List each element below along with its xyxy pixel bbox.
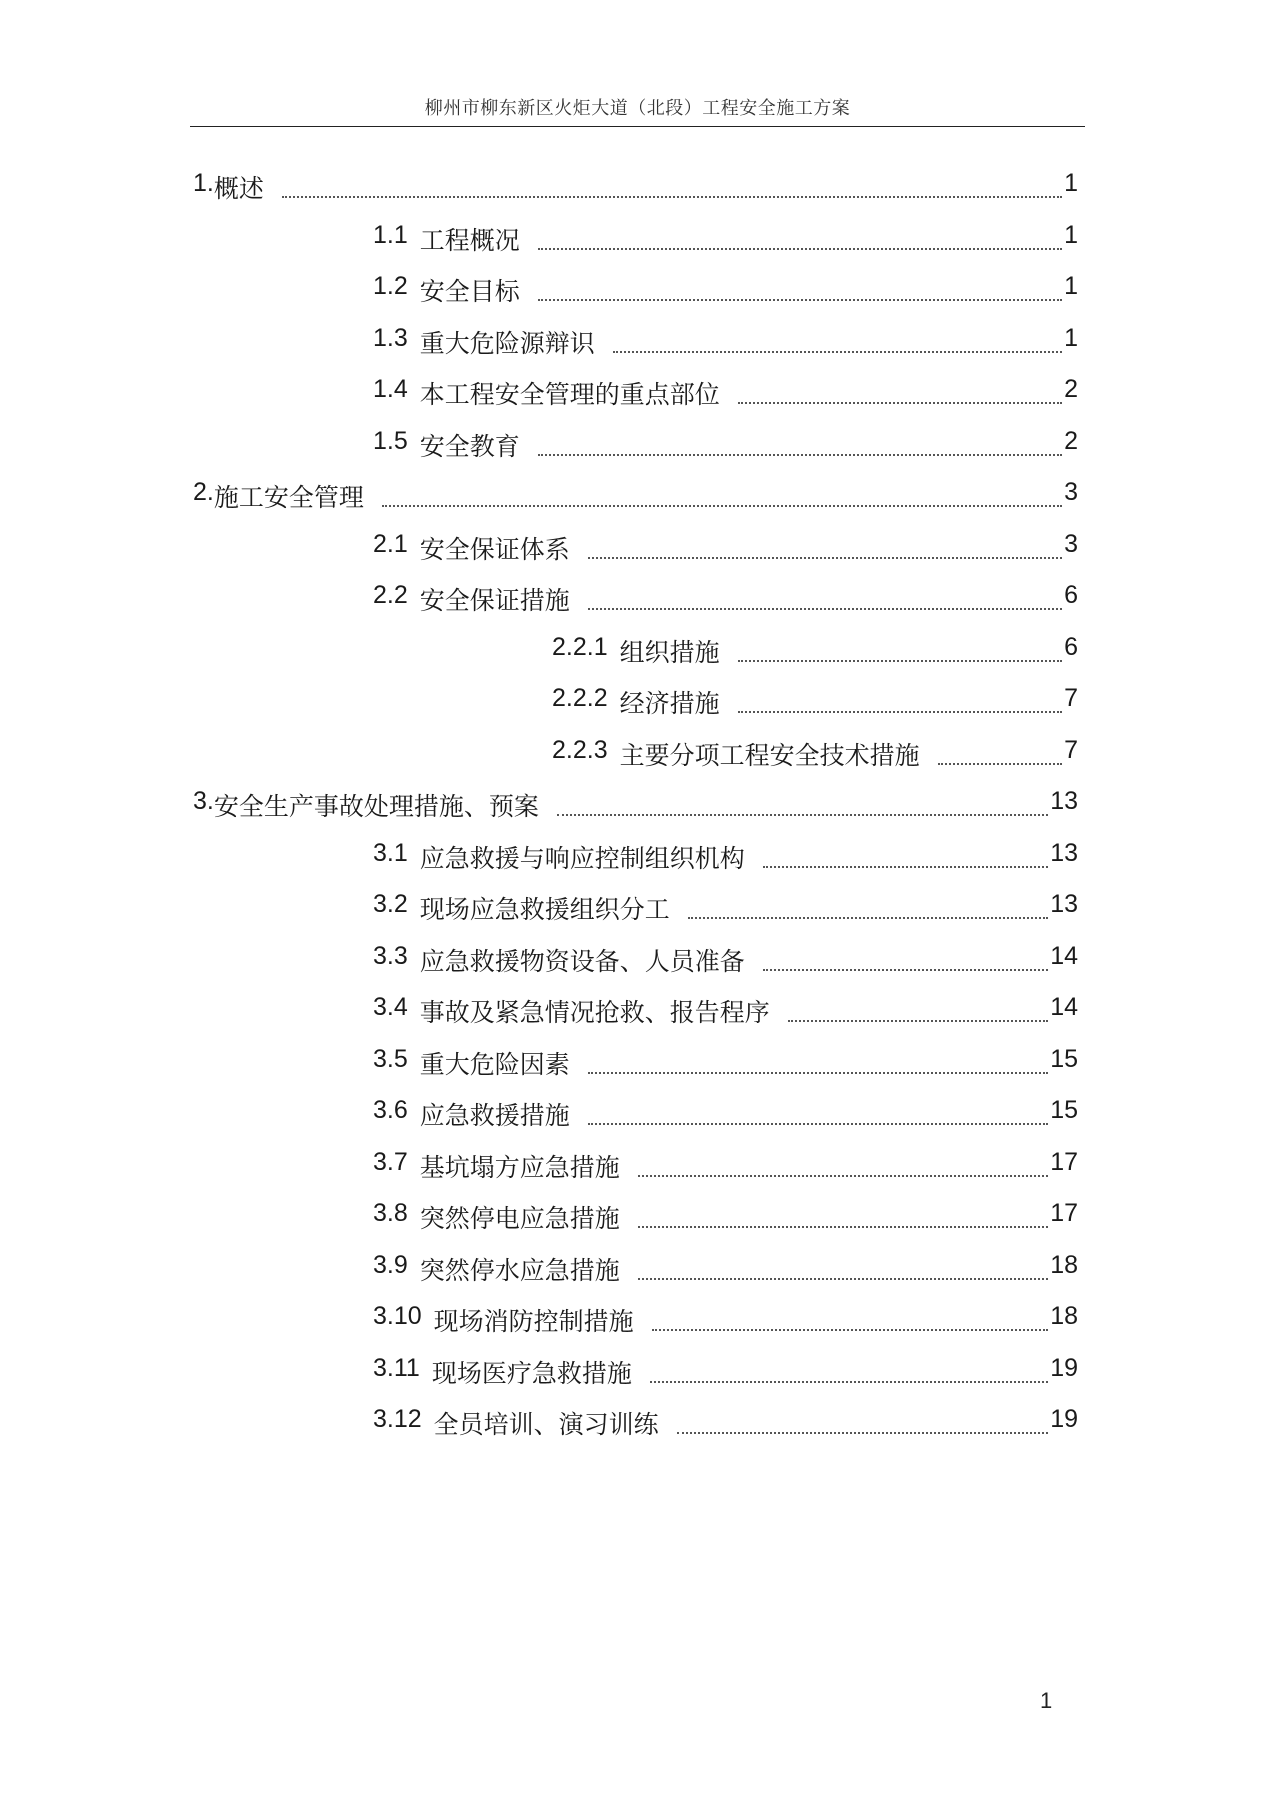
toc-entry-title: 安全教育 (419, 432, 520, 461)
toc-entry[interactable] (373, 324, 1078, 361)
toc-dot-leader (282, 196, 1062, 198)
toc-dot-leader (557, 814, 1048, 816)
toc-entry-page: 13 (1050, 839, 1078, 867)
toc-entry-title: 应急救援物资设备、人员准备 (419, 947, 745, 976)
toc-dot-leader (763, 866, 1048, 868)
toc-entry-page: 14 (1050, 942, 1078, 970)
toc-entry-number: 3.9 (373, 1251, 408, 1279)
toc-entry-number: 3.4 (373, 993, 408, 1021)
toc-dot-leader (588, 1123, 1048, 1125)
toc-entry-title: 应急救援措施 (419, 1101, 570, 1130)
toc-entry-number: 3.10 (373, 1302, 422, 1330)
toc-dot-leader (738, 402, 1062, 404)
toc-dot-leader (588, 557, 1062, 559)
toc-dot-leader (638, 1226, 1048, 1228)
toc-entry-page: 2 (1064, 375, 1078, 403)
toc-entry[interactable] (373, 1199, 1078, 1236)
toc-entry[interactable] (373, 530, 1078, 567)
toc-entry-title: 现场应急救援组织分工 (419, 895, 670, 924)
toc-entry[interactable] (373, 1045, 1078, 1082)
toc-entry-page: 18 (1050, 1302, 1078, 1330)
toc-entry-page: 1 (1064, 221, 1078, 249)
toc-entry-title: 主要分项工程安全技术措施 (619, 741, 920, 770)
toc-dot-leader (650, 1381, 1048, 1383)
toc-entry-page: 17 (1050, 1148, 1078, 1176)
toc-entry-title: 安全生产事故处理措施、预案 (213, 792, 539, 821)
toc-entry-title: 安全保证体系 (419, 535, 570, 564)
toc-entry-page: 3 (1064, 478, 1078, 506)
toc-entry-title: 施工安全管理 (213, 483, 364, 512)
toc-entry[interactable] (373, 1302, 1078, 1339)
toc-entry-number: 2. (193, 478, 214, 506)
toc-entry-page: 6 (1064, 581, 1078, 609)
toc-entry[interactable] (373, 1251, 1078, 1288)
toc-entry-title: 事故及紧急情况抢救、报告程序 (419, 998, 770, 1027)
toc-entry[interactable] (373, 272, 1078, 309)
toc-entry[interactable] (373, 1354, 1078, 1391)
toc-entry-page: 19 (1050, 1405, 1078, 1433)
toc-entry-number: 3.8 (373, 1199, 408, 1227)
toc-entry-title: 概述 (213, 174, 264, 203)
page-number: 1 (1040, 1688, 1053, 1713)
toc-entry-title: 组织措施 (619, 638, 720, 667)
toc-entry-page: 2 (1064, 427, 1078, 455)
toc-entry-page: 17 (1050, 1199, 1078, 1227)
toc-entry-page: 13 (1050, 890, 1078, 918)
toc-dot-leader (763, 969, 1048, 971)
toc-entry[interactable] (373, 581, 1078, 618)
toc-entry[interactable] (373, 890, 1078, 927)
toc-entry-page: 15 (1050, 1045, 1078, 1073)
toc-entry-number: 3. (193, 787, 214, 815)
toc-dot-leader (677, 1432, 1049, 1434)
toc-entry-title: 安全保证措施 (419, 586, 570, 615)
toc-dot-leader (613, 351, 1062, 353)
toc-entry-page: 1 (1064, 272, 1078, 300)
toc-dot-leader (638, 1278, 1048, 1280)
toc-entry[interactable] (373, 1096, 1078, 1133)
toc-entry-title: 突然停电应急措施 (419, 1204, 620, 1233)
toc-entry[interactable] (552, 736, 1078, 773)
toc-entry[interactable] (373, 839, 1078, 876)
toc-entry-number: 1.4 (373, 375, 408, 403)
toc-entry-page: 15 (1050, 1096, 1078, 1124)
toc-dot-leader (738, 711, 1062, 713)
toc-entry-number: 3.12 (373, 1405, 422, 1433)
toc-entry-page: 6 (1064, 633, 1078, 661)
toc-entry-number: 2.2.3 (552, 736, 608, 764)
toc-entry-title: 基坑塌方应急措施 (419, 1153, 620, 1182)
toc-entry-title: 工程概况 (419, 226, 520, 255)
toc-entry[interactable] (373, 427, 1078, 464)
toc-entry-title: 全员培训、演习训练 (433, 1410, 659, 1439)
toc-entry-title: 重大危险源辩识 (419, 329, 595, 358)
toc-entry-number: 2.2 (373, 581, 408, 609)
toc-entry-number: 1.5 (373, 427, 408, 455)
toc-dot-leader (588, 608, 1062, 610)
toc-entry-number: 3.1 (373, 839, 408, 867)
toc-entry[interactable] (373, 1148, 1078, 1185)
toc-entry[interactable] (193, 478, 1078, 515)
document-header: 柳州市柳东新区火炬大道（北段）工程安全施工方案 (424, 98, 851, 119)
toc-entry-title: 重大危险因素 (419, 1050, 570, 1079)
toc-entry[interactable] (373, 993, 1078, 1030)
toc-entry[interactable] (373, 375, 1078, 412)
toc-entry-page: 13 (1050, 787, 1078, 815)
toc-entry-title: 突然停水应急措施 (419, 1256, 620, 1285)
toc-entry-title: 应急救援与响应控制组织机构 (419, 844, 745, 873)
toc-entry[interactable] (193, 787, 1078, 824)
toc-entry-number: 1.2 (373, 272, 408, 300)
toc-dot-leader (538, 454, 1062, 456)
toc-entry-page: 7 (1064, 736, 1078, 764)
toc-entry-page: 14 (1050, 993, 1078, 1021)
toc-entry[interactable] (373, 1405, 1078, 1442)
toc-entry-number: 3.11 (373, 1354, 420, 1382)
toc-entry[interactable] (552, 633, 1078, 670)
toc-entry-number: 3.2 (373, 890, 408, 918)
toc-dot-leader (652, 1329, 1049, 1331)
toc-entry-number: 2.2.2 (552, 684, 608, 712)
toc-entry-page: 1 (1064, 169, 1078, 197)
toc-dot-leader (538, 248, 1062, 250)
toc-dot-leader (938, 763, 1062, 765)
toc-entry-title: 安全目标 (419, 277, 520, 306)
toc-dot-leader (788, 1020, 1048, 1022)
toc-entry-number: 1.1 (373, 221, 408, 249)
toc-entry-number: 3.5 (373, 1045, 408, 1073)
toc-entry[interactable] (193, 169, 1078, 206)
toc-entry-number: 2.1 (373, 530, 408, 558)
toc-dot-leader (538, 299, 1062, 301)
toc-entry-page: 3 (1064, 530, 1078, 558)
toc-entry-title: 本工程安全管理的重点部位 (419, 380, 720, 409)
toc-entry-title: 现场消防控制措施 (433, 1307, 634, 1336)
toc-entry-title: 现场医疗急救措施 (431, 1359, 632, 1388)
toc-entry[interactable] (552, 684, 1078, 721)
toc-dot-leader (588, 1072, 1048, 1074)
toc-entry[interactable] (373, 221, 1078, 258)
toc-entry-number: 1.3 (373, 324, 408, 352)
toc-entry-title: 经济措施 (619, 689, 720, 718)
toc-entry-number: 3.3 (373, 942, 408, 970)
toc-entry-page: 18 (1050, 1251, 1078, 1279)
toc-dot-leader (738, 660, 1062, 662)
toc-entry-number: 3.7 (373, 1148, 408, 1176)
toc-entry-number: 3.6 (373, 1096, 408, 1124)
toc-entry-page: 1 (1064, 324, 1078, 352)
toc-entry-number: 1. (193, 169, 214, 197)
toc-entry[interactable] (373, 942, 1078, 979)
toc-dot-leader (688, 917, 1048, 919)
toc-entry-page: 7 (1064, 684, 1078, 712)
toc-entry-number: 2.2.1 (552, 633, 608, 661)
toc-dot-leader (638, 1175, 1048, 1177)
toc-dot-leader (382, 505, 1062, 507)
toc-entry-page: 19 (1050, 1354, 1078, 1382)
